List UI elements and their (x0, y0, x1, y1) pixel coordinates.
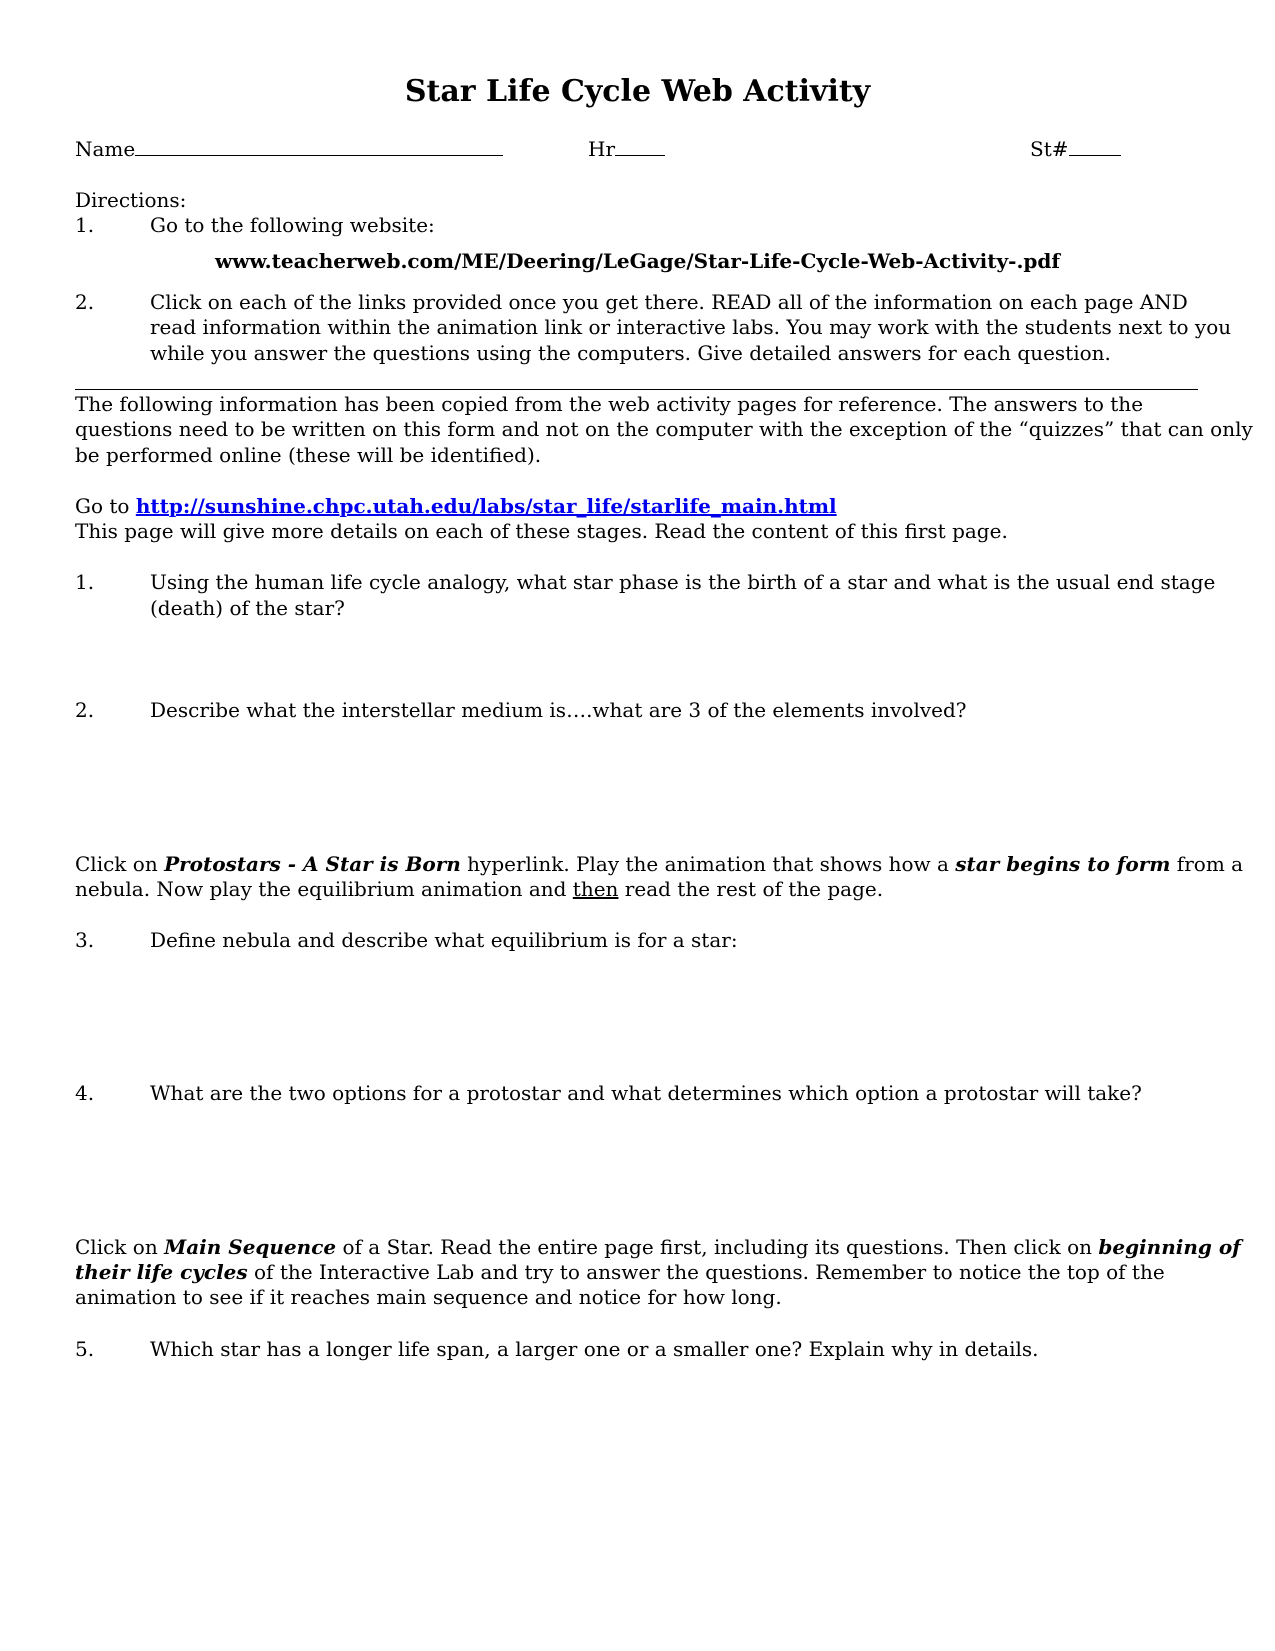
reference-line3: be performed online (these will be identified). (75, 443, 542, 467)
mainseq-emphasis: their life cycles (75, 1260, 248, 1284)
question2-number: 2. (75, 698, 95, 722)
question1-number: 1. (75, 570, 95, 594)
question5-text: Which star has a longer life span, a larger one or a smaller one? Explain why in details. (150, 1337, 1039, 1361)
protostars-link-name: Protostars - A Star is Born (164, 852, 461, 876)
protostars-emphasis: star begins to form (955, 852, 1171, 876)
step2-line1: Click on each of the links provided once you get there. READ all of the information on each page AND (150, 290, 1188, 314)
st-field[interactable] (1030, 137, 1121, 163)
protostars-text: read the rest of the page. (618, 877, 884, 901)
hr-blank[interactable] (615, 137, 665, 156)
protostars-text: Click on (75, 852, 165, 876)
mainseq-link-name: Main Sequence (164, 1235, 337, 1259)
name-label: Name (75, 137, 136, 161)
step2-line3: while you answer the questions using the computers. Give detailed answers for each question. (150, 341, 1111, 365)
question2-text: Describe what the interstellar medium is….what are 3 of the elements involved? (150, 698, 967, 722)
protostars-text: nebula. Now play the equilibrium animation and (75, 877, 573, 901)
mainseq-line2 (75, 1260, 1165, 1286)
name-field[interactable] (75, 137, 503, 163)
protostars-text: from a (1170, 852, 1244, 876)
hr-field[interactable] (588, 137, 665, 163)
question3-number: 3. (75, 928, 95, 952)
question1-line2: (death) of the star? (150, 596, 345, 620)
question3-text: Define nebula and describe what equilibrium is for a star: (150, 928, 738, 952)
starlife-link[interactable]: http://sunshine.chpc.utah.edu/labs/star_life/starlife_main.html (135, 494, 837, 518)
name-blank[interactable] (135, 137, 503, 156)
mainseq-emphasis: beginning of (1098, 1235, 1241, 1259)
goto-prefix: Go to (75, 494, 136, 518)
directions-heading: Directions: (75, 188, 187, 212)
protostars-text: hyperlink. Play the animation that shows how a (460, 852, 956, 876)
protostars-line2 (75, 877, 883, 903)
step2-line2: read information within the animation link or interactive labs. You may work with the students next to you (150, 315, 1232, 339)
question4-text: What are the two options for a protostar and what determines which option a protostar will take? (150, 1081, 1142, 1105)
mainseq-line3: animation to see if it reaches main sequence and notice for how long. (75, 1285, 782, 1309)
goto-note: This page will give more details on each of these stages. Read the content of this first page. (75, 519, 1008, 543)
mainseq-line1 (75, 1235, 1241, 1261)
step1-number: 1. (75, 213, 95, 237)
step1-text: Go to the following website: (150, 213, 435, 237)
reference-line2: questions need to be written on this form and not on the computer with the exception of the “quizzes” that can only (75, 417, 1253, 441)
divider-line (75, 389, 1198, 390)
st-blank[interactable] (1069, 137, 1121, 156)
protostars-underlined: then (572, 877, 619, 901)
question5-number: 5. (75, 1337, 95, 1361)
hr-label: Hr (588, 137, 616, 161)
question1-line1: Using the human life cycle analogy, what star phase is the birth of a star and what is the usual end stage (150, 570, 1216, 594)
mainseq-text: of a Star. Read the entire page first, including its questions. Then click on (336, 1235, 1099, 1259)
mainseq-text: of the Interactive Lab and try to answer the questions. Remember to notice the top of the (247, 1260, 1165, 1284)
reference-line1: The following information has been copied from the web activity pages for reference. The answers to the (75, 392, 1144, 416)
page-title: Star Life Cycle Web Activity (404, 74, 871, 109)
st-label: St# (1030, 137, 1069, 161)
mainseq-text: Click on (75, 1235, 165, 1259)
protostars-line1 (75, 852, 1243, 878)
website-url: www.teacherweb.com/ME/Deering/LeGage/Star-Life-Cycle-Web-Activity-.pdf (215, 249, 1060, 273)
goto-line (75, 494, 837, 520)
step2-number: 2. (75, 290, 95, 314)
question4-number: 4. (75, 1081, 95, 1105)
